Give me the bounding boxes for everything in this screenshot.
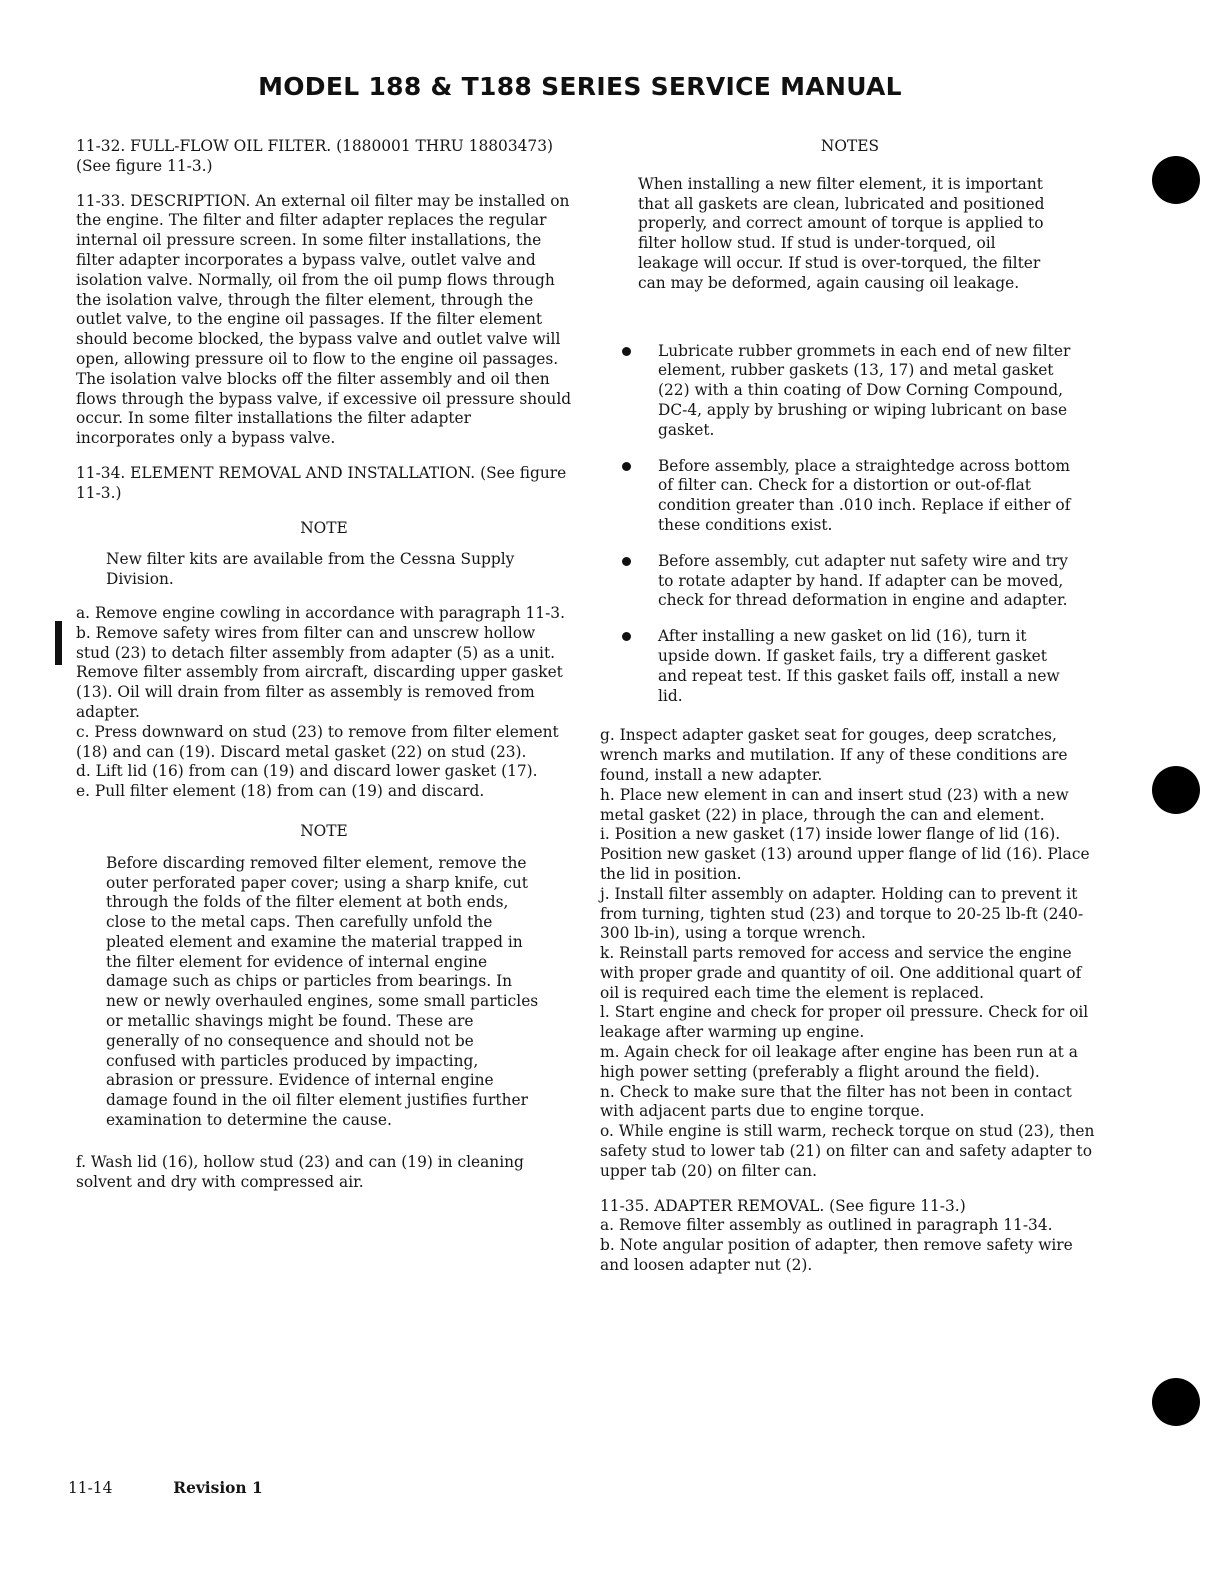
notes-body: When installing a new filter element, it is important that all gaskets are clean, lubricated and positioned properly, and correct amount of torque is applied to filter hollow stud. If stud is under-torqued, oil leakage will occur. If stud is over-torqued, the filter can may be deformed, again causing oil leakage. — [638, 174, 1045, 292]
step-i: i. Position a new gasket (17) inside lower flange of lid (16). Position new gasket (13) around upper flange of lid (16). Place the lid in position. — [600, 825, 1090, 883]
step-e: e. Pull filter element (18) from can (19) and discard. — [76, 782, 485, 801]
revision-label: Revision 1 — [173, 1479, 263, 1497]
right-column — [600, 137, 1100, 1276]
step-n: n. Check to make sure that the filter has not been in contact with adjacent parts due to engine torque. — [600, 1082, 1072, 1121]
left-column — [76, 137, 572, 1192]
bullet-safety-wire: Before assembly, cut adapter nut safety wire and try to rotate adapter by hand. If adapter can be moved, check for thread deformation in engine and adapter. — [622, 552, 1078, 611]
bullet-gasket-test: After installing a new gasket on lid (16), turn it upside down. If gasket fails, try a different gasket and repeat test. If this gasket fails off, install a new lid. — [622, 627, 1078, 706]
step-g: g. Inspect adapter gasket seat for gouges, deep scratches, wrench marks and mutilation. If any of these conditions are found, install a new adapter. — [600, 726, 1068, 784]
section-11-34-heading: 11-34. ELEMENT REMOVAL AND INSTALLATION. (See figure 11-3.) — [76, 463, 567, 502]
step-a: a. Remove engine cowling in accordance with paragraph 11-3. — [76, 603, 565, 622]
page-number: 11-14 — [68, 1479, 113, 1497]
note-1-body: New filter kits are available from the Cessna Supply Division. — [106, 550, 515, 589]
bullet-straightedge: Before assembly, place a straightedge across bottom of filter can. Check for a distortion or out-of-flat condition greater than .010 inch. Replace if either of these conditions exist. — [622, 457, 1078, 536]
step-f: f. Wash lid (16), hollow stud (23) and can (19) in cleaning solvent and dry with compressed air. — [76, 1152, 524, 1191]
section-11-32-heading: 11-32. FULL-FLOW OIL FILTER. (1880001 THRU 18803473) (See figure 11-3.) — [76, 137, 553, 175]
section-11-35-heading: 11-35. ADAPTER REMOVAL. (See figure 11-3.) — [600, 1196, 966, 1215]
step-b: b. Remove safety wires from filter can and unscrew hollow stud (23) to detach filter assembly from adapter (5) as a unit. Remove filter assembly from aircraft, discarding upper gasket (13). Oil will drain from filter as assembly is removed from adapter. — [76, 623, 563, 721]
step-c: c. Press downward on stud (23) to remove from filter element (18) and can (19). Discard metal gasket (22) on stud (23). — [76, 722, 559, 761]
bullet-lubricate: Lubricate rubber grommets in each end of new filter element, rubber gaskets (13, 17) and metal gasket (22) with a thin coating of Dow Corning Compound, DC-4, apply by brushing or wiping lubricant on base gasket. — [622, 342, 1078, 441]
section-11-33-description: 11-33. DESCRIPTION. An external oil filter may be installed on the engine. The filter and filter adapter replaces the regular internal oil pressure screen. In some filter installations, the filter adapter incorporates a bypass valve, outlet valve and isolation valve. Normally, oil from the oil pump flows through the isolation valve, through the filter element, through the outlet valve, to the engine oil passages. If the filter element should become blocked, the bypass valve and outlet valve will open, allowing pressure oil to flow to the engine oil passages. The isolation valve blocks off the filter assembly and oil then flows through the bypass valve, if excessive oil pressure should occur. In some filter installations the filter adapter incorporates only a bypass valve. — [76, 191, 572, 448]
step-35-a: a. Remove filter assembly as outlined in paragraph 11-34. — [600, 1216, 1053, 1235]
step-l: l. Start engine and check for proper oil pressure. Check for oil leakage after warming up engine. — [600, 1003, 1089, 1042]
step-j: j. Install filter assembly on adapter. Holding can to prevent it from turning, tighten stud (23) and torque to 20-25 lb-ft (240-300 lb-in), using a torque wrench. — [600, 884, 1084, 943]
step-35-b: b. Note angular position of adapter, then remove safety wire and loosen adapter nut (2). — [600, 1236, 1073, 1275]
step-o: o. While engine is still warm, recheck torque on stud (23), then safety stud to lower tab (21) on filter can and safety adapter to upper tab (20) on filter can. — [600, 1122, 1095, 1180]
page-title: MODEL 188 & T188 SERIES SERVICE MANUAL — [258, 72, 902, 101]
binder-hole-top — [1152, 156, 1200, 204]
note-2-body: Before discarding removed filter element, remove the outer perforated paper cover; using a sharp knife, cut through the folds of the filter element at both ends, close to the metal caps. Then carefully unfold the pleated element and examine the material trapped in the filter element for evidence of internal engine damage such as chips or particles from bearings. In new or newly overhauled engines, some small particles or metallic shavings might be found. These are generally of no consequence and should not be confused with particles produced by impacting, abrasion or pressure. Evidence of internal engine damage found in the oil filter element justifies further examination to determine the cause. — [106, 853, 539, 1130]
step-d: d. Lift lid (16) from can (19) and discard lower gasket (17). — [76, 762, 538, 781]
step-h: h. Place new element in can and insert stud (23) with a new metal gasket (22) in place, through the can and element. — [600, 785, 1069, 824]
page-footer — [68, 1479, 263, 1497]
binder-hole-bottom — [1152, 1378, 1200, 1426]
note-1-title: NOTE — [300, 518, 348, 537]
change-bar — [55, 621, 62, 665]
notes-title: NOTES — [820, 137, 880, 155]
note-2-title: NOTE — [300, 821, 348, 840]
step-m: m. Again check for oil leakage after engine has been run at a high power setting (preferably a flight around the field). — [600, 1043, 1078, 1081]
step-k: k. Reinstall parts removed for access and service the engine with proper grade and quantity of oil. One additional quart of oil is required each time the element is replaced. — [600, 944, 1082, 1002]
binder-hole-middle — [1152, 766, 1200, 814]
